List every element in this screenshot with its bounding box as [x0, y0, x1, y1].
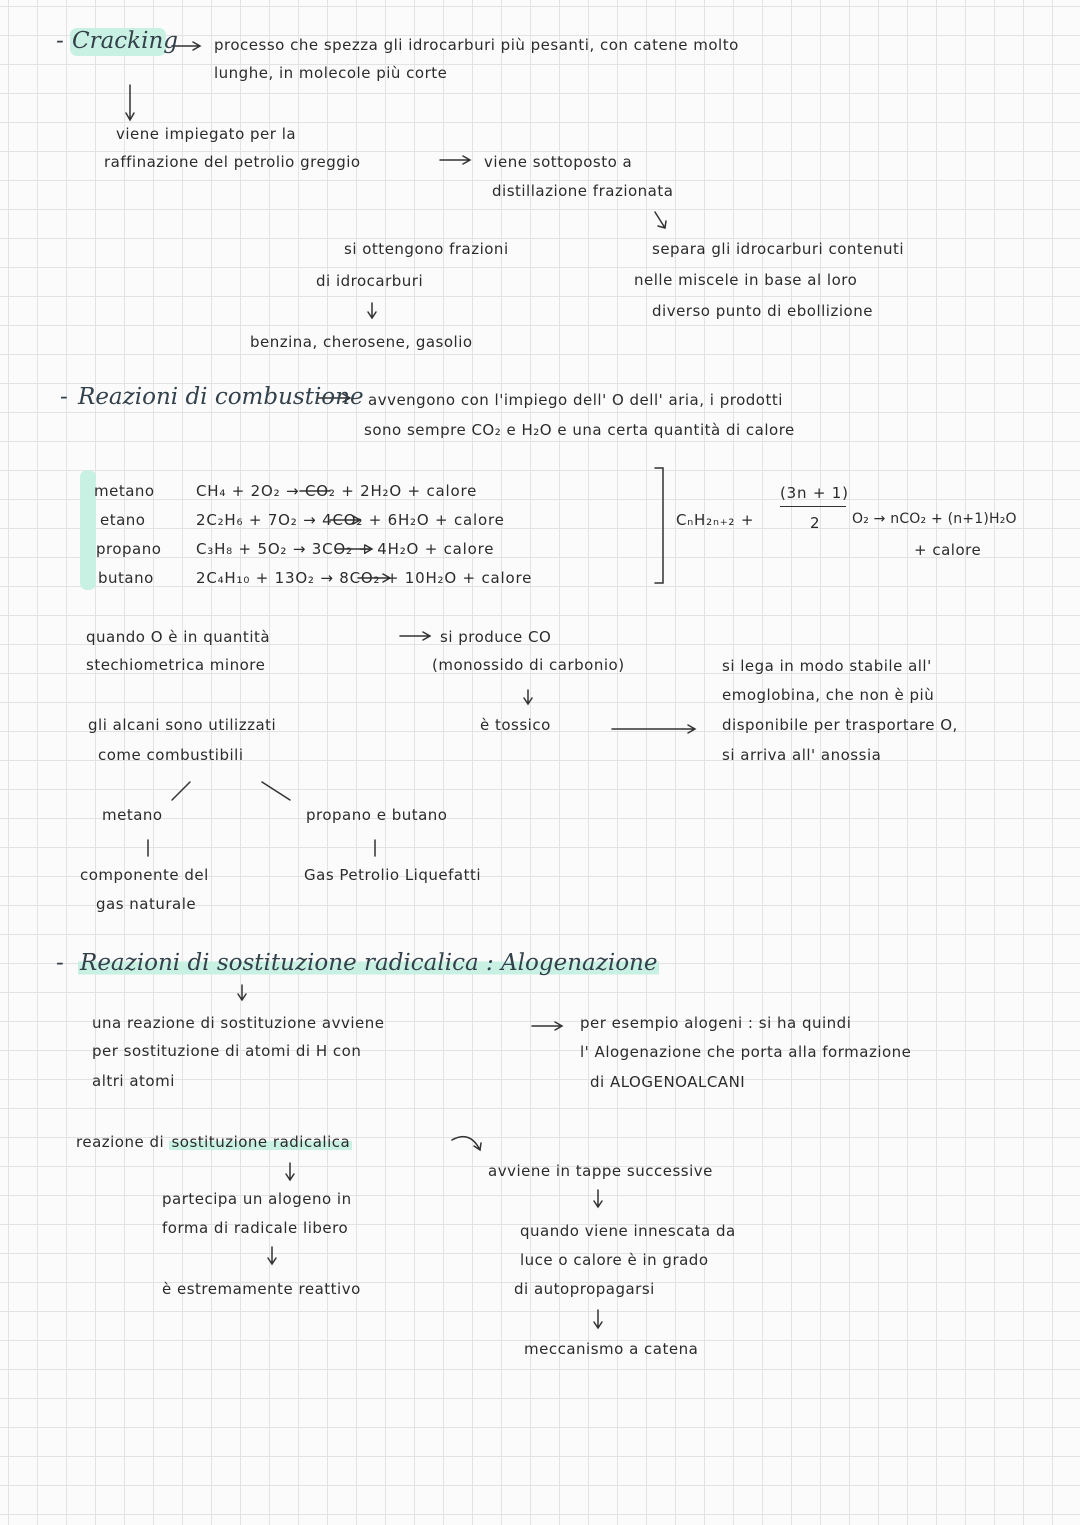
reaction-name-metano: metano: [94, 482, 155, 500]
general-formula-right: O₂ → nCO₂ + (n+1)H₂O: [852, 511, 1017, 527]
fractions-line1: si ottengono frazioni: [344, 240, 509, 258]
reaction-eq-metano: CH₄ + 2O₂ → CO₂ + 2H₂O + calore: [196, 482, 478, 500]
radical-reaction-highlight: sostituzione radicalica: [171, 1133, 351, 1151]
separation-line2: nelle miscele in base al loro: [634, 271, 858, 289]
fuel-methane: metano: [102, 806, 163, 824]
less-oxygen-line2: stechiometrica minore: [86, 656, 266, 674]
reaction-name-butano: butano: [98, 569, 154, 587]
fuel-propane-butane: propano e butano: [306, 806, 448, 824]
successive-steps: avviene in tappe successive: [488, 1162, 713, 1180]
combustion-desc-line1: avvengono con l'impiego dell' O dell' aria, i prodotti: [368, 391, 783, 409]
substitution-line3: altri atomi: [92, 1072, 175, 1090]
halogenation-dash: -: [56, 950, 64, 976]
substitution-line1: una reazione di sostituzione avviene: [92, 1014, 385, 1032]
co-toxic: è tossico: [480, 716, 551, 734]
general-formula-left: CₙH₂ₙ₊₂ +: [676, 511, 755, 529]
fuel-gpl: Gas Petrolio Liquefatti: [304, 866, 481, 884]
substitution-line2: per sostituzione di atomi di H con: [92, 1042, 362, 1060]
distillation-line2: distillazione frazionata: [492, 182, 674, 200]
cracking-dash: -: [56, 28, 64, 54]
cracking-definition-line1: processo che spezza gli idrocarburi più pesanti, con catene molto: [214, 36, 739, 54]
cracking-definition-line2: lunghe, in molecole più corte: [214, 64, 448, 82]
cracking-use-line1: viene impiegato per la: [116, 125, 297, 143]
fraction-bar: [780, 506, 846, 507]
general-formula-heat: + calore: [914, 541, 982, 559]
reaction-eq-butano: 2C₄H₁₀ + 13O₂ → 8CO₂ + 10H₂O + calore: [196, 569, 533, 587]
extremely-reactive: è estremamente reattivo: [162, 1280, 361, 1298]
halogen-radical-line2: forma di radicale libero: [162, 1219, 349, 1237]
fractions-line2: di idrocarburi: [316, 272, 424, 290]
combustion-dash: -: [60, 384, 68, 410]
halogen-example-line3: di ALOGENOALCANI: [590, 1073, 746, 1091]
co-produced-line1: si produce CO: [440, 628, 552, 646]
hemoglobin-line1: si lega in modo stabile all': [722, 657, 932, 675]
less-oxygen-line1: quando O è in quantità: [86, 628, 271, 646]
combustion-title: Reazioni di combustione: [78, 384, 364, 410]
radical-reaction: [76, 1133, 352, 1151]
halogen-example-line1: per esempio alogeni : si ha quindi: [580, 1014, 852, 1032]
halogenation-title: [78, 950, 659, 976]
halogenation-title-text: Reazioni di sostituzione radicalica : Alogenazione: [80, 950, 658, 976]
reaction-eq-etano: 2C₂H₆ + 7O₂ → 4CO₂ + 6H₂O + calore: [196, 511, 505, 529]
halogen-example-line2: l' Alogenazione che porta alla formazione: [580, 1043, 912, 1061]
radical-reaction-prefix: reazione di: [76, 1133, 165, 1151]
reaction-name-propano: propano: [96, 540, 162, 558]
cracking-use-line2: raffinazione del petrolio greggio: [104, 153, 361, 171]
halogen-radical-line1: partecipa un alogeno in: [162, 1190, 352, 1208]
hemoglobin-line3: disponibile per trasportare O,: [722, 716, 958, 734]
trigger-line3: di autopropagarsi: [514, 1280, 655, 1298]
hemoglobin-line2: emoglobina, che non è più: [722, 686, 935, 704]
reaction-eq-propano: C₃H₈ + 5O₂ → 3CO₂ + 4H₂O + calore: [196, 540, 495, 558]
general-formula-denominator: 2: [810, 514, 821, 532]
trigger-line2: luce o calore è in grado: [520, 1251, 709, 1269]
methane-use-line1: componente del: [80, 866, 209, 884]
fuels-line1: gli alcani sono utilizzati: [88, 716, 277, 734]
combustion-desc-line2: sono sempre CO₂ e H₂O e una certa quantità di calore: [364, 421, 795, 439]
fuels-line2: come combustibili: [98, 746, 244, 764]
methane-use-line2: gas naturale: [96, 895, 197, 913]
separation-line3: diverso punto di ebollizione: [652, 302, 873, 320]
reaction-name-etano: etano: [100, 511, 146, 529]
co-produced-line2: (monossido di carbonio): [432, 656, 625, 674]
chain-mechanism: meccanismo a catena: [524, 1340, 699, 1358]
cracking-title: Cracking: [72, 28, 179, 54]
separation-line1: separa gli idrocarburi contenuti: [652, 240, 905, 258]
hemoglobin-line4: si arriva all' anossia: [722, 746, 882, 764]
fraction-products: benzina, cherosene, gasolio: [250, 333, 473, 351]
trigger-line1: quando viene innescata da: [520, 1222, 736, 1240]
general-formula-numerator: (3n + 1): [780, 484, 849, 502]
distillation-line1: viene sottoposto a: [484, 153, 633, 171]
